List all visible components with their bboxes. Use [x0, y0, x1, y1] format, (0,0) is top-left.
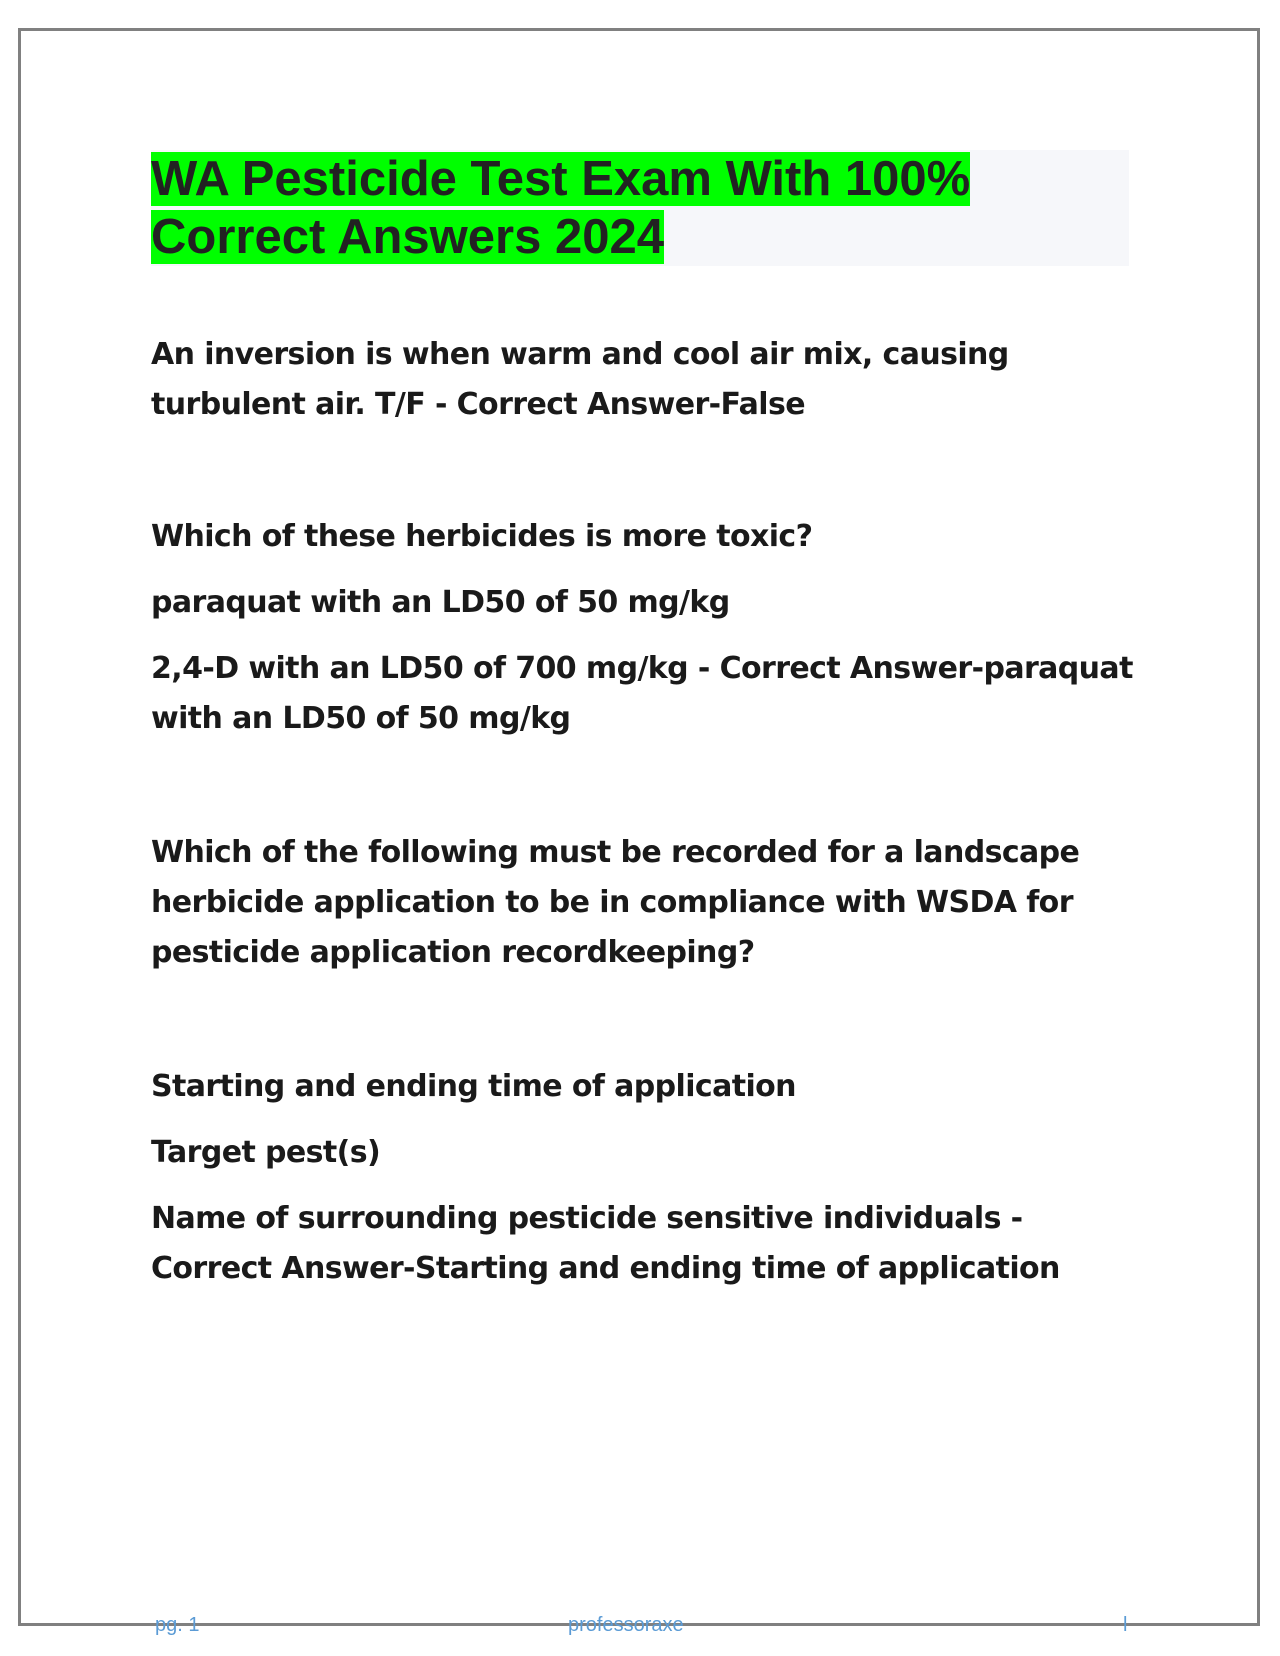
answer-paragraph: Name of surrounding pesticide sensitive individuals - Correct Answer-Starting and ending time of application: [151, 1201, 1060, 1286]
document-body: [151, 330, 1141, 1294]
page-footer: [0, 1614, 1280, 1644]
footer-author: professoraxe: [568, 1614, 684, 1636]
option-paragraph: paraquat with an LD50 of 50 mg/kg: [151, 585, 730, 620]
question-paragraph: Which of the following must be recorded for a landscape herbicide application to be in compliance with WSDA for pesticide application recordkeeping?: [151, 835, 1080, 970]
answer-paragraph: 2,4-D with an LD50 of 700 mg/kg - Correct Answer-paraquat with an LD50 of 50 mg/kg: [151, 651, 1133, 736]
footer-page-number: pg. 1: [155, 1614, 200, 1636]
title-highlight: WA Pesticide Test Exam With 100% Correct Answers 2024: [151, 152, 971, 264]
option-paragraph: Starting and ending time of application: [151, 1069, 796, 1104]
footer-right-mark: l: [1123, 1614, 1128, 1636]
question-paragraph: An inversion is when warm and cool air mix, causing turbulent air. T/F - Correct Answer-False: [151, 337, 1009, 422]
title-block: [151, 150, 1129, 266]
document-title: [151, 150, 1129, 266]
question-paragraph: Which of these herbicides is more toxic?: [151, 519, 813, 554]
option-paragraph: Target pest(s): [151, 1135, 381, 1170]
